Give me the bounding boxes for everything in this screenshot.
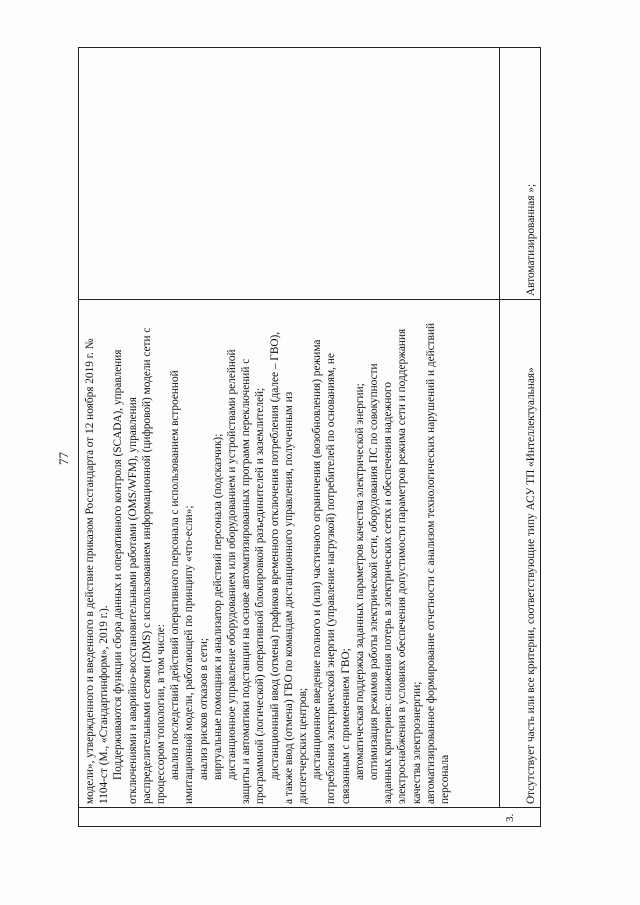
text-line: программной (логической) оперативной блокировкой разъединителей и заземлителей; [254, 387, 267, 804]
text-line: распределительными сетями (DMS) с использованием информационной (цифровой) модели сети с [140, 327, 153, 804]
text-line: заданных критериев: снижения потерь в электрических сетях и обеспечения надежного [382, 381, 395, 804]
row-3-text: Отсутствует часть или все критерии, соответствующие типу АСУ ТП «Интеллектуальная» [525, 367, 537, 804]
row-2-content [83, 304, 452, 804]
text-line: персонала [439, 754, 452, 804]
text-line: связанным с применением ГВО; [339, 648, 352, 804]
text-line: 1104-ст (М., «Стандартинформ», 2019 г.). [98, 605, 111, 804]
page-number: 77 [56, 452, 71, 465]
criteria-table [78, 47, 541, 827]
text-line: дистанционное управление оборудованием или оборудованием и устройствами релейной [226, 349, 239, 780]
row-3-right-text: Автоматизированная »; [525, 183, 537, 296]
text-line: потребления электрической энергии (управление нагрузкой) потребителей по основаниям, не [325, 353, 338, 804]
text-line: а также ввод (отмена) ГВО по командам дистанционного управления, полученным из [282, 391, 295, 804]
text-line: Поддерживаются функции сбора данных и оперативного контроля (SCADA), управления [112, 349, 125, 780]
text-line: диспетчерских центров; [297, 687, 310, 804]
text-line: качества электроэнергии; [410, 681, 423, 804]
text-line: отключениями и аварийно-восстановительными работами (OMS/WFM), управления [126, 397, 139, 804]
text-line: модели», утвержденного и введенного в действие приказом Росстандарта от 12 ноября 2019 г. № [84, 338, 96, 804]
text-line: процессором топологии, в том числе: [155, 624, 168, 804]
text-line: защиты и автоматики подстанции на основе автоматизированных программ переключений с [240, 358, 253, 804]
text-line: автоматическая поддержка заданных параметров качества электрической энергии; [353, 383, 366, 780]
text-line: электроснабжения в условиях обеспечения допустимости параметров режима сети и поддержания [396, 328, 409, 804]
column-divider [79, 299, 540, 300]
text-line: виртуальные помощник и анализатор действий персонала (подсказчик); [211, 433, 224, 780]
row-divider [499, 48, 500, 808]
text-line: дистанционный ввод (отмена) графиков временного отключения потребления (далее – ГВО), [268, 331, 281, 780]
row-3-number: 3. [504, 813, 516, 822]
text-line: автоматизированное формирование отчетности с анализом технологических нарушений и действий [424, 322, 437, 804]
text-line: анализ рисков отказов в сети; [197, 638, 210, 780]
text-line: дистанционное введение полного и (или) частичного ограничения (возобновления) режима [311, 339, 324, 780]
text-line: анализ последствий действий оперативного персонала с использованием встроенной [169, 370, 182, 780]
table-number-column [79, 807, 540, 826]
text-line: имитационной модели, работающей по принципу «что-если»; [183, 505, 196, 804]
text-line: оптимизация режимов работы электрической сети, оборудования ПС по совокупности [368, 363, 381, 780]
